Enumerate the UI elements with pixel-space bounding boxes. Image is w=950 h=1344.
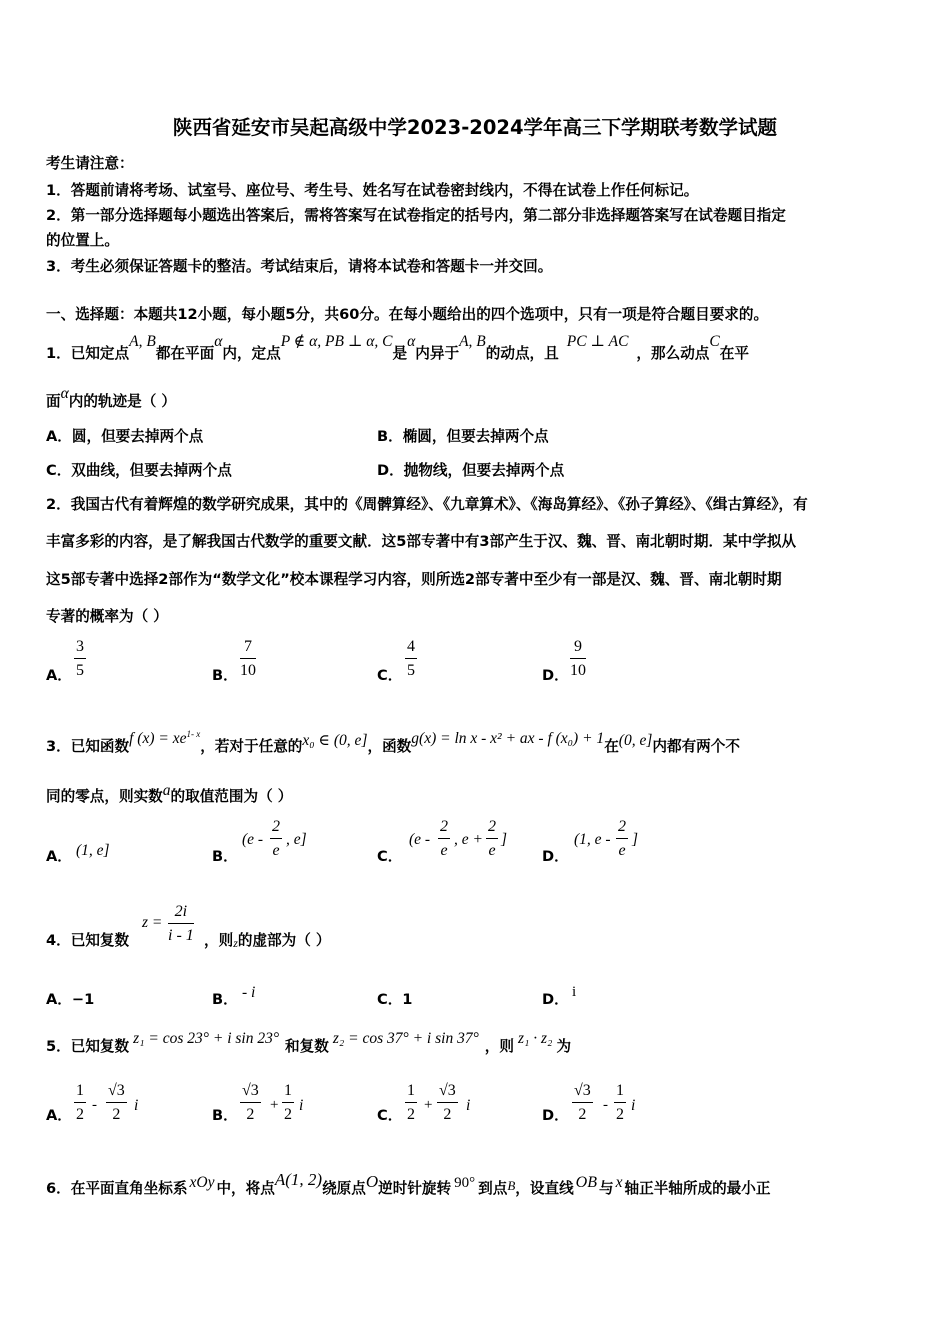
q6-text: 绕原点: [322, 1180, 366, 1197]
q3-text: 的取值范围为（ ）: [170, 788, 293, 805]
q3-option-c-pre: (e -: [409, 831, 431, 848]
q3-text: ，函数: [367, 738, 412, 755]
q4-text: 的虚部为（ ）: [237, 932, 331, 949]
q3-text: 同的零点，则实数: [46, 788, 163, 805]
q3-option-c-post: ]: [501, 831, 508, 848]
q5-option-d-frac1: [572, 1082, 593, 1124]
q1-math: C: [709, 333, 720, 350]
q3-option-c-fraction1: [438, 818, 450, 860]
q1-math: α: [60, 385, 69, 402]
numerator: 1: [405, 1082, 417, 1103]
q3-line1: [46, 728, 740, 756]
q6-line: [46, 1170, 771, 1198]
q5-option-d-label: D．: [542, 1107, 569, 1124]
q4-text: ，则: [204, 932, 234, 949]
denominator: 2: [246, 1106, 255, 1123]
denominator: 2: [443, 1106, 452, 1123]
f-expr: f (x) = xe: [129, 730, 187, 747]
denominator: 2: [616, 1106, 624, 1123]
q2-option-d-label: D．: [542, 667, 569, 684]
q1-option-a: A．圆，但要去掉两个点: [46, 428, 204, 445]
q2-line: 2．我国古代有着辉煌的数学研究成果，其中的《周髀算经》、《九章算术》、《海岛算经》、《孙子算经》、《缉古算经》，有: [46, 496, 808, 513]
q2-option-b-fraction: [240, 638, 256, 680]
q3-option-b-post: , e]: [286, 831, 307, 848]
notice-item: 3．考生必须保证答题卡的整洁。考试结束后，请将本试卷和答题卡一并交回。: [46, 258, 553, 275]
denominator: e: [488, 842, 496, 859]
q6-text: 到点: [478, 1180, 508, 1197]
numerator: 9: [570, 638, 586, 659]
q1-option-c: C．双曲线，但要去掉两个点: [46, 462, 232, 479]
q3-option-c-fraction2: [486, 818, 498, 860]
q2-option-a-fraction: [74, 638, 86, 680]
q1-math: A, B: [129, 333, 156, 350]
denominator: e: [618, 842, 626, 859]
q5-option-d-op: -: [603, 1097, 608, 1113]
denominator: i - 1: [168, 927, 194, 944]
q3-text: 内都有两个不: [652, 738, 740, 755]
q5-option-a-label: A．: [46, 1107, 72, 1124]
f-exponent: 1- x: [186, 728, 201, 739]
q1-math: P ∉ α, PB ⊥ α, C: [280, 333, 393, 350]
denominator: 2: [578, 1106, 587, 1123]
denominator: 10: [570, 662, 586, 679]
q6-text: 6．在平面直角坐标系: [46, 1180, 188, 1197]
q3-option-b-label: B．: [212, 848, 238, 865]
q2-option-d-fraction: [570, 638, 586, 680]
q6-text: 中，将点: [216, 1180, 275, 1197]
denominator: e: [440, 842, 448, 859]
q3-math: g(x) = ln x - x² + ax - f (x₀) + 1: [411, 730, 605, 747]
q5-math: z₂ = cos 37° + i sin 37°: [332, 1030, 479, 1047]
notice-heading: 考生请注意：: [46, 155, 134, 172]
q5-option-b-frac1: [240, 1082, 261, 1124]
q2-option-b-label: B．: [212, 667, 238, 684]
q1-option-d: D．抛物线，但要去掉两个点: [377, 462, 565, 479]
denominator: 2: [407, 1106, 415, 1123]
q5-option-a-op: -: [92, 1097, 97, 1113]
q3-option-b-pre: (e -: [242, 831, 264, 848]
q6-math: x: [615, 1174, 623, 1191]
q5-option-d-frac2: [614, 1082, 626, 1124]
q1-text: 内的轨迹是（ ）: [68, 393, 176, 410]
q1-math: α: [407, 333, 416, 350]
q2-line: 丰富多彩的内容，是了解我国古代数学的重要文献．这5部专著中有3部产生于汉、魏、晋、南北朝时期．某中学拟从: [46, 533, 797, 550]
q5-option-c-frac1: [405, 1082, 417, 1124]
q1-text: 是: [392, 345, 408, 362]
q3-text: 3．已知函数: [46, 738, 130, 755]
numerator: 2: [486, 818, 498, 839]
numerator: √3: [240, 1082, 261, 1103]
numerator: 1: [282, 1082, 294, 1103]
section-heading: 一、选择题：本题共12小题，每小题5分，共60分。在每小题给出的四个选项中，只有一项是符合题目要求的。: [46, 306, 769, 323]
q3-option-d-fraction: [616, 818, 628, 860]
q1-option-b: B．椭圆，但要去掉两个点: [377, 428, 549, 445]
q3-line2: [46, 782, 293, 806]
q1-math: PC ⊥ AC: [566, 333, 629, 350]
q3-option-a-expr: (1, e]: [76, 842, 110, 859]
numerator: 4: [405, 638, 417, 659]
q1-text: 1．已知定点: [46, 345, 130, 362]
q6-math: O: [365, 1172, 379, 1191]
q1-text: 内，定点: [222, 345, 281, 362]
q5-option-c-label: C．: [377, 1107, 403, 1124]
denominator: e: [272, 842, 280, 859]
q6-text: ，设直线: [515, 1180, 574, 1197]
q5-math: z₁ = cos 23° + i sin 23°: [133, 1030, 280, 1047]
q6-math: A(1, 2): [274, 1170, 323, 1189]
numerator: 7: [240, 638, 256, 659]
q3-option-d-pre: (1, e -: [574, 831, 611, 848]
numerator: 3: [74, 638, 86, 659]
numerator: 2: [438, 818, 450, 839]
q4-text-end: [204, 929, 331, 950]
q4-math: z: [233, 936, 238, 950]
q5-option-c-frac2: [437, 1082, 458, 1124]
q3-text: ，若对于任意的: [200, 738, 303, 755]
q5-option-b-frac2: [282, 1082, 294, 1124]
q4-fraction: [168, 903, 194, 945]
q5-option-b-i: i: [299, 1097, 304, 1114]
numerator: 2: [270, 818, 282, 839]
q6-text: 逆时针旋转: [378, 1180, 452, 1197]
q2-option-c-label: C．: [377, 667, 403, 684]
notice-item: 2．第一部分选择题每小题选出答案后，需将答案写在试卷指定的括号内，第二部分非选择题答案写在试卷题目指定: [46, 207, 786, 224]
q1-text: 内异于: [415, 345, 460, 362]
notice-item: 的位置上。: [46, 232, 119, 249]
q1-text: 面: [46, 393, 61, 410]
q5-text: 为: [556, 1038, 572, 1055]
q6-math: B: [507, 1178, 516, 1193]
q3-option-b-fraction: [270, 818, 282, 860]
numerator: √3: [437, 1082, 458, 1103]
denominator: 2: [284, 1106, 292, 1123]
q6-math: 90°: [454, 1175, 476, 1191]
q5-option-a-frac1: [74, 1082, 86, 1124]
q4-option-c: C．1: [377, 991, 413, 1008]
notice-item: 1．答题前请将考场、试室号、座位号、考生号、姓名写在试卷密封线内，不得在试卷上作任何标记。: [46, 182, 699, 199]
q4-option-a: A．−1: [46, 991, 95, 1008]
denominator: 5: [76, 662, 84, 679]
numerator: 2: [616, 818, 628, 839]
q3-option-d-post: ]: [632, 831, 639, 848]
denominator: 2: [76, 1106, 84, 1123]
q2-option-a-label: A．: [46, 667, 72, 684]
q1-text: 的动点，且: [485, 345, 559, 362]
q4-option-d-expr: i: [572, 984, 577, 1000]
q4-text-start: 4．已知复数: [46, 932, 130, 949]
q5-option-c-op: +: [424, 1097, 433, 1113]
q1-text: ，那么动点: [636, 345, 710, 362]
page-title: 陕西省延安市吴起高级中学2023-2024学年高三下学期联考数学试题: [172, 116, 778, 139]
q5-option-a-frac2: [106, 1082, 127, 1124]
q1-text: 都在平面: [155, 345, 215, 362]
denominator: 10: [240, 662, 256, 679]
q3-option-c-mid: , e +: [454, 831, 483, 848]
q3-math: [129, 730, 200, 747]
q3-math: a: [162, 782, 171, 799]
numerator: 1: [74, 1082, 86, 1103]
q5-math: z₁ · z₂: [517, 1030, 553, 1047]
q6-text: 轴正半轴所成的最小正: [624, 1180, 771, 1197]
q1-math: A, B: [459, 333, 486, 350]
q5-line: [46, 1030, 572, 1056]
numerator: √3: [572, 1082, 593, 1103]
q6-text: 与: [599, 1180, 614, 1197]
numerator: 2i: [168, 903, 194, 924]
denominator: 2: [112, 1106, 121, 1123]
q3-text: 在: [604, 738, 619, 755]
q4-option-d-label: D．: [542, 991, 569, 1008]
q5-text: ，则: [484, 1038, 514, 1055]
q1-line2: [46, 385, 176, 411]
q3-math: x₀ ∈ (0, e]: [302, 732, 368, 749]
q5-option-b-op: +: [270, 1097, 279, 1113]
denominator: 5: [407, 662, 415, 679]
q2-line: 这5部专著中选择2部作为“数学文化”校本课程学习内容，则所选2部专著中至少有一部是汉、魏、晋、南北朝时期: [46, 571, 782, 588]
q1-text: 在平: [719, 345, 749, 362]
q5-option-b-label: B．: [212, 1107, 238, 1124]
q5-text: 和复数: [285, 1038, 329, 1055]
q3-option-d-label: D．: [542, 848, 569, 865]
q5-text: 5．已知复数: [46, 1038, 130, 1055]
q4-z-label: z =: [142, 914, 163, 931]
numerator: 1: [614, 1082, 626, 1103]
q5-option-c-i: i: [466, 1097, 471, 1114]
q1-line1: [46, 333, 749, 363]
q6-math: OB: [575, 1174, 597, 1191]
numerator: √3: [106, 1082, 127, 1103]
q3-option-a-label: A．: [46, 848, 72, 865]
q1-math: α: [214, 333, 223, 350]
q4-option-b-label: B．: [212, 991, 238, 1008]
q3-math: (0, e]: [618, 732, 653, 749]
q5-option-d-i: i: [631, 1097, 636, 1114]
q4-option-b-expr: - i: [242, 984, 256, 1001]
q2-option-c-fraction: [405, 638, 417, 680]
q5-option-a-i: i: [134, 1097, 139, 1114]
q3-option-c-label: C．: [377, 848, 403, 865]
q6-math: xOy: [189, 1174, 215, 1191]
q2-line: 专著的概率为（ ）: [46, 608, 168, 625]
